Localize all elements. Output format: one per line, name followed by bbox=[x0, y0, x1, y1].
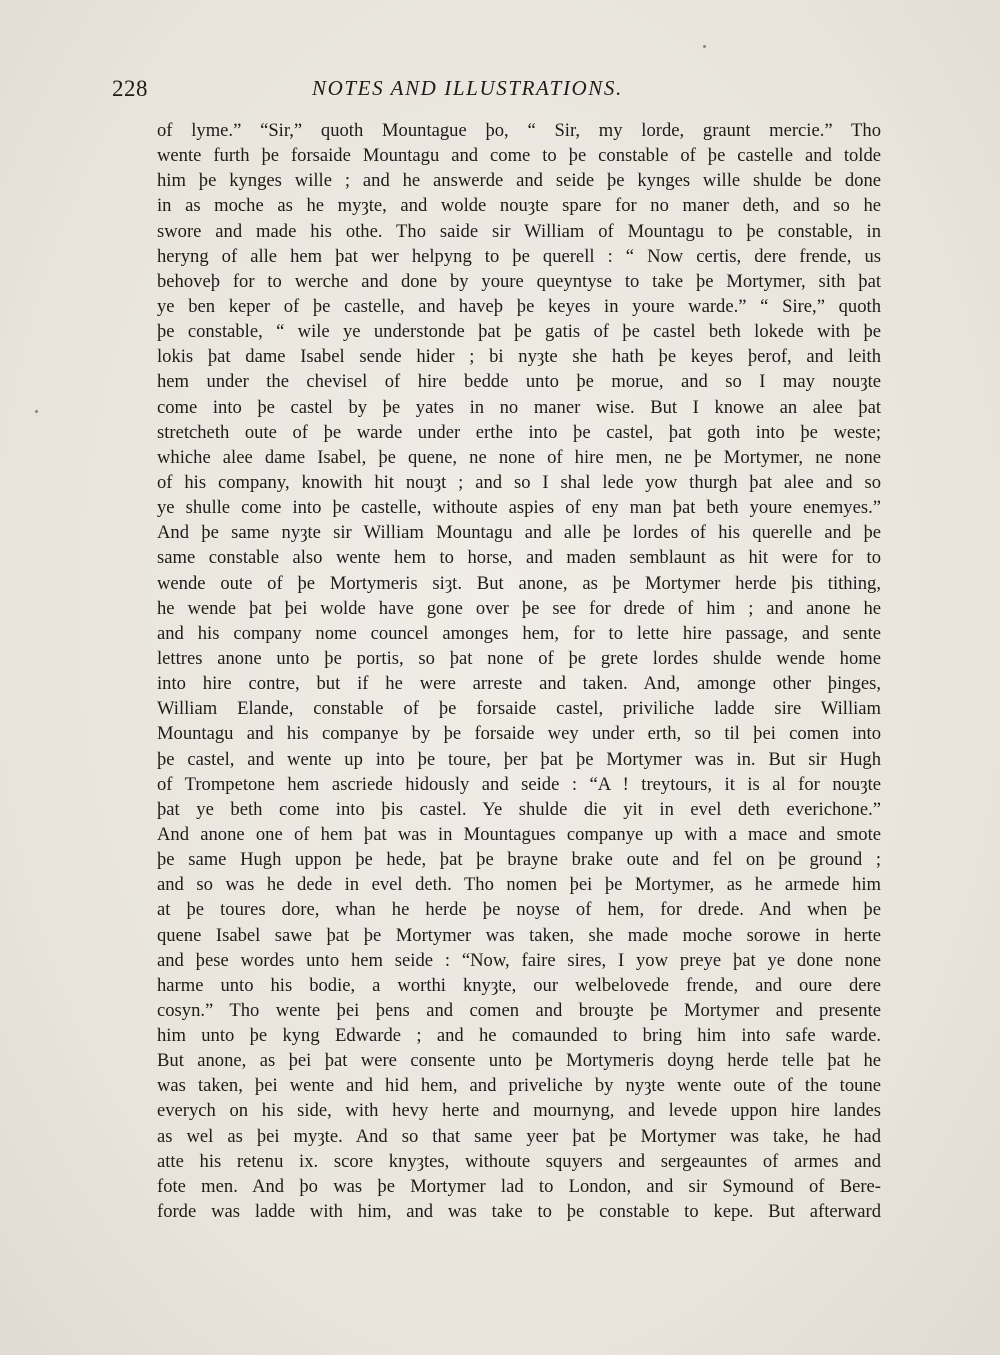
text-line: of his company, knowith hit nouȝt ; and so I shal lede yow thurgh þat alee and so bbox=[157, 471, 881, 493]
text-line: lettres anone unto þe portis, so þat none of þe grete lordes shulde wende home bbox=[157, 647, 881, 669]
page-number: 228 bbox=[112, 76, 148, 101]
text-line: and his company nome councel amonges hem, for to lette hire passage, and sente bbox=[157, 622, 881, 644]
text-line: him unto þe kyng Edwarde ; and he comaunded to bring him into safe warde. bbox=[157, 1025, 881, 1047]
text-line: ye ben keper of þe castelle, and haveþ þe keyes in youre warde.” “ Sire,” quoth bbox=[157, 295, 881, 317]
text-line: wende oute of þe Mortymeris siȝt. But anone, as þe Mortymer herde þis tithing, bbox=[157, 572, 881, 594]
text-line: swore and made his othe. Tho saide sir William of Mountagu to þe constable, in bbox=[157, 220, 881, 242]
running-head: NOTES AND ILLUSTRATIONS. bbox=[312, 76, 623, 100]
text-line: him þe kynges wille ; and he answerde and seide þe kynges wille shulde be done bbox=[157, 170, 881, 192]
text-line: hem under the chevisel of hire bedde unto þe morue, and so I may nouȝte bbox=[157, 371, 881, 393]
text-line: quene Isabel sawe þat þe Mortymer was taken, she made moche sorowe in herte bbox=[157, 924, 881, 946]
text-line: cosyn.” Tho wente þei þens and comen and brouȝte þe Mortymer and presente bbox=[157, 999, 881, 1021]
text-line: he wende þat þei wolde have gone over þe see for drede of him ; and anone he bbox=[157, 597, 881, 619]
text-line: þat ye beth come into þis castel. Ye shulde die yit in evel deth everichone.” bbox=[157, 798, 881, 820]
text-line: come into þe castel by þe yates in no maner wise. But I knowe an alee þat bbox=[157, 396, 881, 418]
text-line: at þe toures dore, whan he herde þe noyse of hem, for drede. And when þe bbox=[157, 899, 881, 921]
text-line: whiche alee dame Isabel, þe quene, ne none of hire men, ne þe Mortymer, ne none bbox=[157, 446, 881, 468]
text-line: harme unto his bodie, a worthi knyȝte, our welbelovede frende, and oure dere bbox=[157, 974, 881, 996]
text-line: of Trompetone hem ascriede hidously and seide : “A ! treytours, it is al for nouȝte bbox=[157, 773, 881, 795]
text-line: þe castel, and wente up into þe toure, þer þat þe Mortymer was in. But sir Hugh bbox=[157, 748, 881, 770]
text-line: behoveþ for to werche and done by youre queyntyse to take þe Mortymer, sith þat bbox=[157, 270, 881, 292]
text-line: And anone one of hem þat was in Mountagues companye up with a mace and smote bbox=[157, 823, 881, 845]
text-line: everych on his side, with hevy herte and mournyng, and levede uppon hire landes bbox=[157, 1100, 881, 1122]
text-line: But anone, as þei þat were consente unto þe Mortymeris doyng herde telle þat he bbox=[157, 1050, 881, 1072]
text-line: and so was he dede in evel deth. Tho nomen þei þe Mortymer, as he armede him bbox=[157, 874, 881, 896]
text-line: as wel as þei myȝte. And so that same yeer þat þe Mortymer was take, he had bbox=[157, 1125, 881, 1147]
text-line: þe constable, “ wile ye understonde þat þe gatis of þe castel beth lokede with þe bbox=[157, 321, 881, 343]
text-line: into hire contre, but if he were arreste and taken. And, amonge other þinges, bbox=[157, 673, 881, 695]
text-line: in as moche as he myȝte, and wolde nouȝte spare for no maner deth, and so he bbox=[157, 195, 881, 217]
text-line: wente furth þe forsaide Mountagu and come to þe constable of þe castelle and tolde bbox=[157, 145, 881, 167]
paper-speck bbox=[35, 410, 38, 413]
text-line: William Elande, constable of þe forsaide castel, priviliche ladde sire William bbox=[157, 698, 881, 720]
text-line: forde was ladde with him, and was take to þe constable to kepe. But afterward bbox=[157, 1201, 881, 1223]
text-line: stretcheth oute of þe warde under erthe into þe castel, þat goth into þe weste; bbox=[157, 421, 881, 443]
text-line: and þese wordes unto hem seide : “Now, faire sires, I yow preye þat ye done none bbox=[157, 949, 881, 971]
text-line: þe same Hugh uppon þe hede, þat þe brayne brake oute and fel on þe ground ; bbox=[157, 849, 881, 871]
paper-speck bbox=[703, 45, 706, 48]
page-header bbox=[112, 76, 892, 106]
text-line: fote men. And þo was þe Mortymer lad to London, and sir Symound of Bere- bbox=[157, 1175, 881, 1197]
text-line: And þe same nyȝte sir William Mountagu and alle þe lordes of his querelle and þe bbox=[157, 522, 881, 544]
text-line: was taken, þei wente and hid hem, and priveliche by nyȝte wente oute of the toune bbox=[157, 1075, 881, 1097]
body-text bbox=[157, 118, 881, 1224]
text-line: ye shulle come into þe castelle, withoute aspies of eny man þat beth youre enemyes.” bbox=[157, 497, 881, 519]
text-line: heryng of alle hem þat wer helpyng to þe querell : “ Now certis, dere frende, us bbox=[157, 245, 881, 267]
text-line: of lyme.” “Sir,” quoth Mountague þo, “ Sir, my lorde, graunt mercie.” Tho bbox=[157, 120, 881, 141]
text-line: lokis þat dame Isabel sende hider ; bi nyȝte she hath þe keyes þerof, and leith bbox=[157, 346, 881, 368]
text-line: atte his retenu ix. score knyȝtes, withoute squyers and sergeauntes of armes and bbox=[157, 1150, 881, 1172]
text-line: Mountagu and his companye by þe forsaide wey under erth, so til þei comen into bbox=[157, 723, 881, 745]
text-line: same constable also wente hem to horse, and maden semblaunt as hit were for to bbox=[157, 547, 881, 569]
